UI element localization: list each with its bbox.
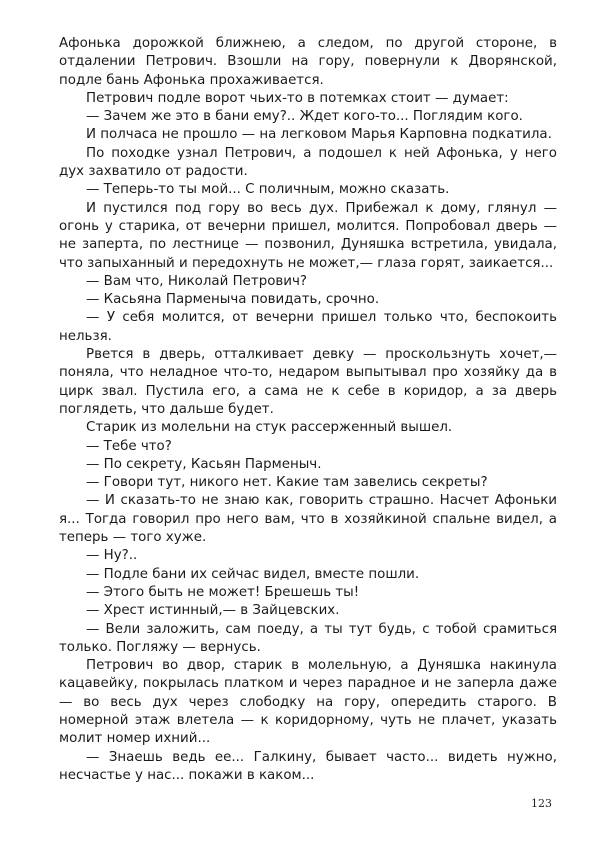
paragraph: — Зачем же это в бани ему?.. Ждет кого-то... Поглядим кого. <box>86 109 523 125</box>
paragraph: — Теперь-то ты мой... С поличным, можно сказать. <box>86 182 450 198</box>
paragraph: — Ну?.. <box>86 548 138 564</box>
paragraph: — Подле бани их сейчас видел, вместе пошли. <box>86 566 420 582</box>
paragraph: Афонька дорожкой ближнею, а следом, по другой стороне, в отдалении Петрович. Взошли на гору, повернули к Дворянской, подле бань Афонька прохаживается. <box>59 36 557 88</box>
paragraph: — Хрест истинный,— в Зайцевских. <box>86 603 340 619</box>
paragraph: — Вели заложить, сам поеду, а ты тут будь, с тобой срамиться только. Погляжу — вернусь. <box>59 621 557 655</box>
paragraph: — Говори тут, никого нет. Какие там завелись секреты? <box>86 475 488 491</box>
page-number: 123 <box>531 797 552 810</box>
paragraph: — Этого быть не может! Брешешь ты! <box>86 584 360 600</box>
paragraph: — По секрету, Касьян Парменыч. <box>86 456 322 472</box>
page-body <box>59 35 557 785</box>
paragraph: По походке узнал Петрович, а подошел к ней Афонька, у него дух захватило от радости. <box>59 145 557 180</box>
paragraph: — У себя молится, от вечерни пришел только что, беспокоить нельзя. <box>59 310 557 344</box>
paragraph: — Вам что, Николай Петрович? <box>86 273 308 289</box>
paragraph: Петрович подле ворот чьих-то в потемках стоит — думает: <box>86 90 509 106</box>
paragraph: — Тебе что? <box>86 438 172 454</box>
paragraph: Старик из молельни на стук рассерженный вышел. <box>86 420 453 436</box>
paragraph: Петрович во двор, старик в молельную, а Дуняшка накинула кацавейку, покрылась платком и через парадное и не заперла даже — во весь дух через слободку на гору, опередить старого. В номерной этаж влетела — к коридорному, чуть не плачет, указать молит номер ихний... <box>59 658 557 747</box>
paragraph: Рвется в дверь, отталкивает девку — проскользнуть хочет,— поняла, что неладное что-то, недаром выпытывал про хозяйку да в цирк звал. Пустила его, а сама не к себе в коридор, а за дверь поглядеть, что дальше будет. <box>59 347 557 417</box>
paragraph: — И сказать-то не знаю как, говорить страшно. Насчет Афоньки я... Тогда говорил про него вам, что в хозяйкиной спальне видел, а теперь — того хуже. <box>59 493 557 546</box>
paragraph: — Касьяна Парменыча повидать, срочно. <box>86 292 380 308</box>
paragraph: — Знаешь ведь ее... Галкину, бывает часто... видеть нужно, несчастье у нас... покажи в каком... <box>59 749 557 783</box>
paragraph: И пустился под гору во весь дух. Прибежал к дому, глянул — огонь у старика, от вечерни пришел, молится. Попробовал дверь — не заперта, по лестнице — позвонил, Дуняшка встретила, увидала, что запыханный и передохнуть не может,— глаза горят, заикается... <box>59 200 557 271</box>
paragraph: И полчаса не прошло — на легковом Марья Карповна подкатила. <box>86 127 552 143</box>
